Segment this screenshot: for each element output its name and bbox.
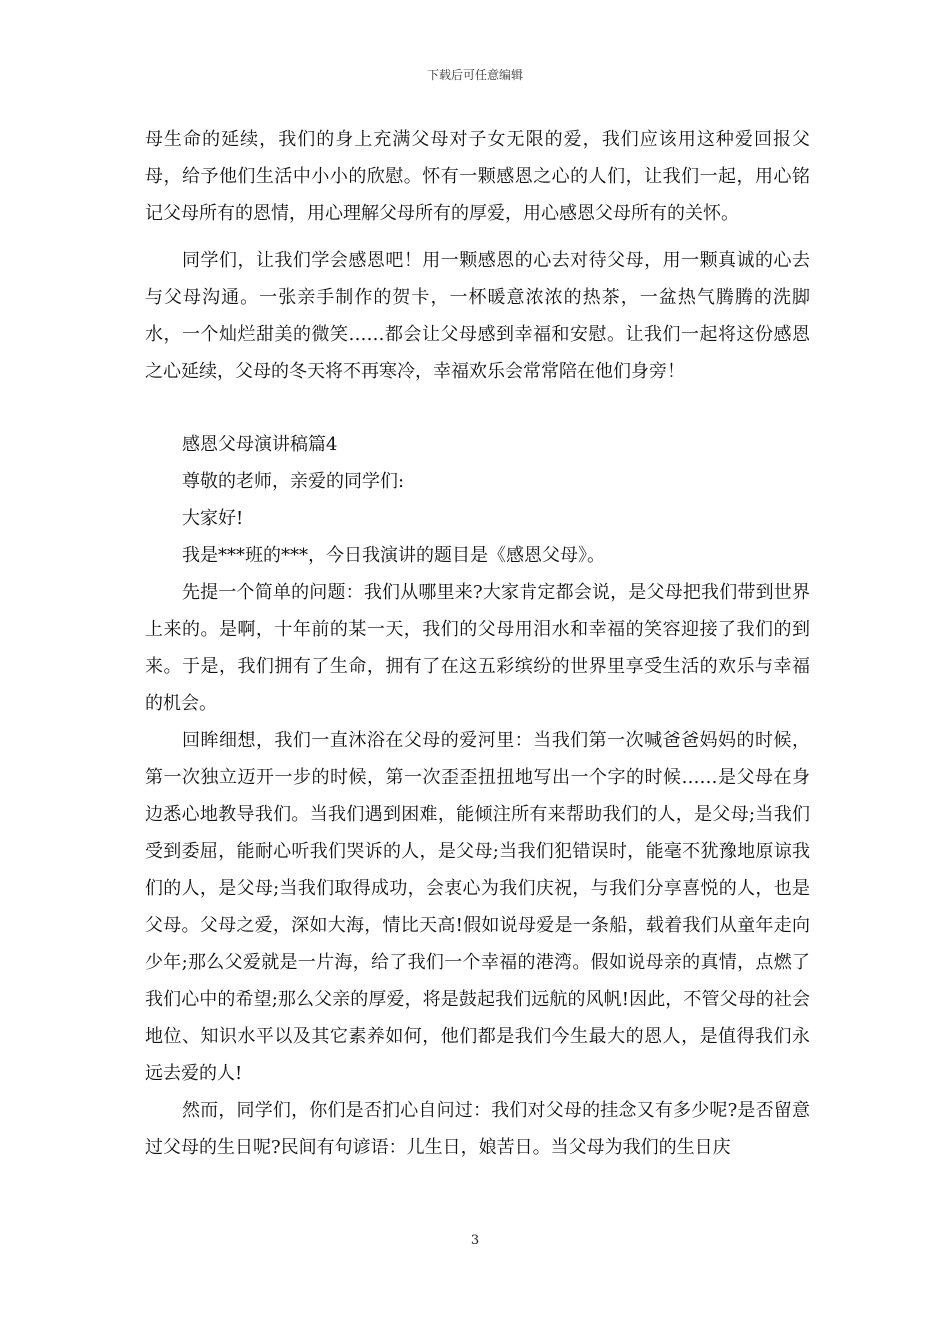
paragraph-5: 然而，同学们，你们是否扪心自问过：我们对父母的挂念又有多少呢?是否留意过父母的生日呢?民间有句谚语：儿生日，娘苦日。当父母为我们的生日庆 bbox=[145, 1100, 810, 1158]
paragraph-4: 回眸细想，我们一直沐浴在父母的爱河里：当我们第一次喊爸爸妈妈的时候，第一次独立迈开一步的时候，第一次歪歪扭扭地写出一个字的时候……是父母在身边悉心地教导我们。当我们遇到困难，能倾注所有来帮助我们的人，是父母;当我们受到委屈，能耐心听我们哭诉的人，是父母;当我们犯错误时，能毫不犹豫地原谅我们的人，是父母;当我们取得成功，会衷心为我们庆祝，与我们分享喜悦的人，也是父母。父母之爱，深如大海，情比天高!假如说母爱是一条船，载着我们从童年走向少年;那么父爱就是一片海，给了我们一个幸福的港湾。假如说母亲的真情，点燃了我们心中的希望;那么父亲的厚爱，将是鼓起我们远航的风帆!因此，不管父母的社会地位、知识水平以及其它素养如何，他们都是我们今生最大的恩人，是值得我们永远去爱的人! bbox=[145, 730, 810, 1084]
page-header: 下载后可任意编辑 bbox=[426, 68, 523, 82]
greeting: 大家好! bbox=[182, 508, 244, 529]
paragraph-2: 同学们，让我们学会感恩吧！用一颗感恩的心去对待父母，用一颗真诚的心去与父母沟通。一张亲手制作的贺卡，一杯暖意浓浓的热茶，一盆热气腾腾的洗脚水，一个灿烂甜美的微笑……都会让父母感到幸福和安慰。让我们一起将这份感恩之心延续，父母的冬天将不再寒冷，幸福欢乐会常常陪在他们身旁！ bbox=[145, 250, 810, 382]
page-number: 3 bbox=[470, 1233, 480, 1248]
salutation: 尊敬的老师，亲爱的同学们: bbox=[182, 471, 405, 492]
intro-line: 我是***班的***，今日我演讲的题目是《感恩父母》。 bbox=[182, 545, 605, 566]
section-heading: 感恩父母演讲稿篇4 bbox=[182, 434, 338, 455]
document-body bbox=[145, 121, 810, 1166]
paragraph-1: 母生命的延续，我们的身上充满父母对子女无限的爱，我们应该用这种爱回报父母，给予他们生活中小小的欣慰。怀有一颗感恩之心的人们，让我们一起，用心铭记父母所有的恩情，用心理解父母所有的厚爱，用心感恩父母所有的关怀。 bbox=[145, 129, 810, 224]
paragraph-3: 先提一个简单的问题：我们从哪里来?大家肯定都会说，是父母把我们带到世界上来的。是啊，十年前的某一天，我们的父母用泪水和幸福的笑容迎接了我们的到来。于是，我们拥有了生命，拥有了在这五彩缤纷的世界里享受生活的欢乐与幸福的机会。 bbox=[145, 582, 810, 714]
